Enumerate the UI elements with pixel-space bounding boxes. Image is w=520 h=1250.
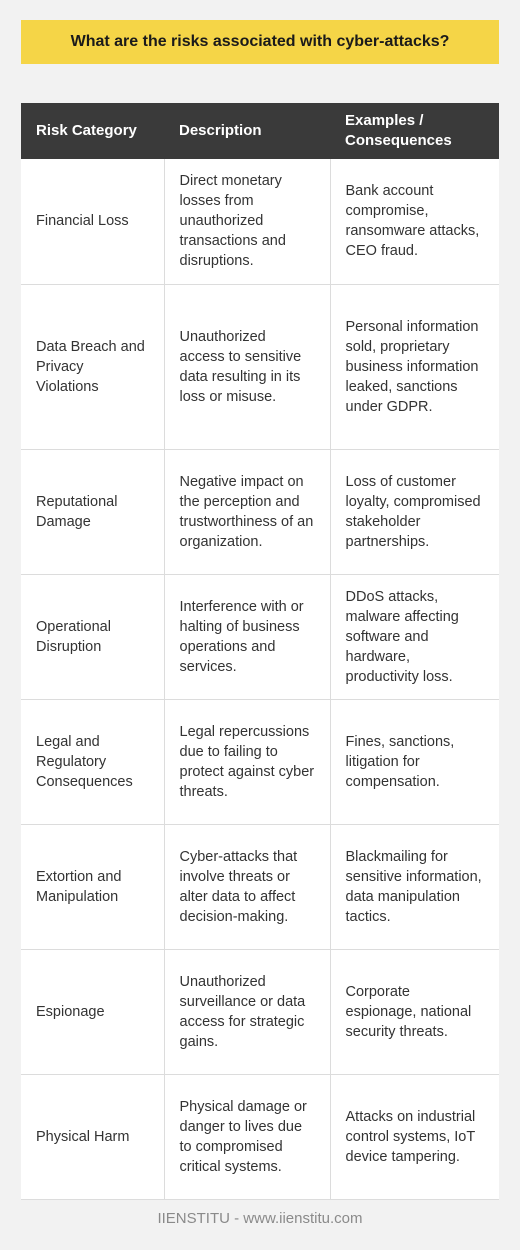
table-row (21, 1074, 499, 1199)
examples-cell: Attacks on industrial control systems, IoT device tampering. (330, 1074, 499, 1199)
table-row (21, 949, 499, 1074)
table-row (21, 574, 499, 699)
risk-category-cell: Financial Loss (21, 159, 164, 284)
risk-category-cell: Data Breach and Privacy Violations (21, 284, 164, 449)
examples-cell: Personal information sold, proprietary business information leaked, sanctions under GDPR. (330, 284, 499, 449)
risk-category-cell: Extortion and Manipulation (21, 824, 164, 949)
risk-category-cell: Espionage (21, 949, 164, 1074)
table-row (21, 824, 499, 949)
description-cell: Interference with or halting of business operations and services. (164, 574, 330, 699)
description-cell: Unauthorized access to sensitive data resulting in its loss or misuse. (164, 284, 330, 449)
risk-category-cell: Reputational Damage (21, 449, 164, 574)
table-header-row (21, 103, 499, 159)
risk-table (21, 103, 499, 1200)
table-row (21, 284, 499, 449)
examples-cell: Fines, sanctions, litigation for compensation. (330, 699, 499, 824)
table-row (21, 699, 499, 824)
header-risk-category: Risk Category (21, 103, 164, 159)
examples-cell: Corporate espionage, national security threats. (330, 949, 499, 1074)
examples-cell: Bank account compromise, ransomware attacks, CEO fraud. (330, 159, 499, 284)
description-cell: Negative impact on the perception and trustworthiness of an organization. (164, 449, 330, 574)
risk-category-cell: Legal and Regulatory Consequences (21, 699, 164, 824)
description-cell: Cyber-attacks that involve threats or alter data to affect decision-making. (164, 824, 330, 949)
footer-credit: IIENSTITU - www.iienstitu.com (157, 1210, 363, 1227)
description-cell: Legal repercussions due to failing to protect against cyber threats. (164, 699, 330, 824)
header-description: Description (164, 103, 330, 159)
table-row (21, 159, 499, 284)
description-cell: Direct monetary losses from unauthorized transactions and disruptions. (164, 159, 330, 284)
examples-cell: DDoS attacks, malware affecting software and hardware, productivity loss. (330, 574, 499, 699)
header-examples: Examples / Consequences (330, 103, 499, 159)
table-row (21, 449, 499, 574)
examples-cell: Blackmailing for sensitive information, data manipulation tactics. (330, 824, 499, 949)
risk-category-cell: Operational Disruption (21, 574, 164, 699)
page-title: What are the risks associated with cyber-attacks? (21, 20, 499, 64)
description-cell: Physical damage or danger to lives due to compromised critical systems. (164, 1074, 330, 1199)
risk-category-cell: Physical Harm (21, 1074, 164, 1199)
description-cell: Unauthorized surveillance or data access for strategic gains. (164, 949, 330, 1074)
examples-cell: Loss of customer loyalty, compromised stakeholder partnerships. (330, 449, 499, 574)
